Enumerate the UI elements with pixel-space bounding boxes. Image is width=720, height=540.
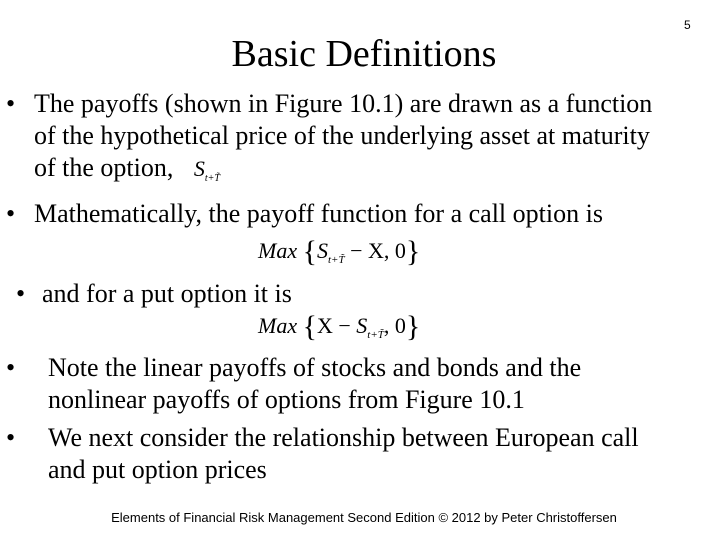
slide-number: 5 xyxy=(684,18,691,32)
bullet-call-payoff xyxy=(6,198,603,230)
bullet-text-line: of the hypothetical price of the underlying asset at maturity xyxy=(34,121,650,150)
call-payoff-formula: Max {$S_{t+T̃} - X$, 0} xyxy=(258,235,421,268)
bullet-text-line: and put option prices xyxy=(48,455,267,484)
bullet-marker: • xyxy=(6,353,16,382)
slide-title: Basic Definitions xyxy=(231,33,497,75)
bullet-marker: • xyxy=(6,199,16,228)
put-payoff-formula: Max {$X - S_{t+T̃}$, 0} xyxy=(258,310,421,343)
bullet-marker: • xyxy=(6,89,16,118)
footer-citation: Elements of Financial Risk Management Second Edition © 2012 by Peter Christoffersen xyxy=(111,510,617,525)
bullet-marker: • xyxy=(6,423,16,452)
bullet-text-line: Note the linear payoffs of stocks and bonds and the xyxy=(48,353,582,382)
bullet-text-line: and for a put option it is xyxy=(42,279,292,308)
bullet-text-line: The payoffs (shown in Figure 10.1) are drawn as a function xyxy=(34,89,653,118)
bullet-call-put-relationship xyxy=(6,422,639,486)
bullet-text-line: We next consider the relationship between European call xyxy=(48,423,639,452)
bullet-linear-payoffs xyxy=(6,352,581,416)
bullet-put-payoff xyxy=(16,278,292,310)
bullet-text-line: nonlinear payoffs of options from Figure 10.1 xyxy=(48,385,525,414)
price-at-maturity-symbol: $S_{t+T̃}$ xyxy=(193,156,220,184)
bullet-text-line: Mathematically, the payoff function for a call option is xyxy=(34,199,603,228)
bullet-text-line: of the option, xyxy=(34,153,174,182)
bullet-marker: • xyxy=(16,279,26,308)
bullet-payoffs xyxy=(6,88,652,195)
